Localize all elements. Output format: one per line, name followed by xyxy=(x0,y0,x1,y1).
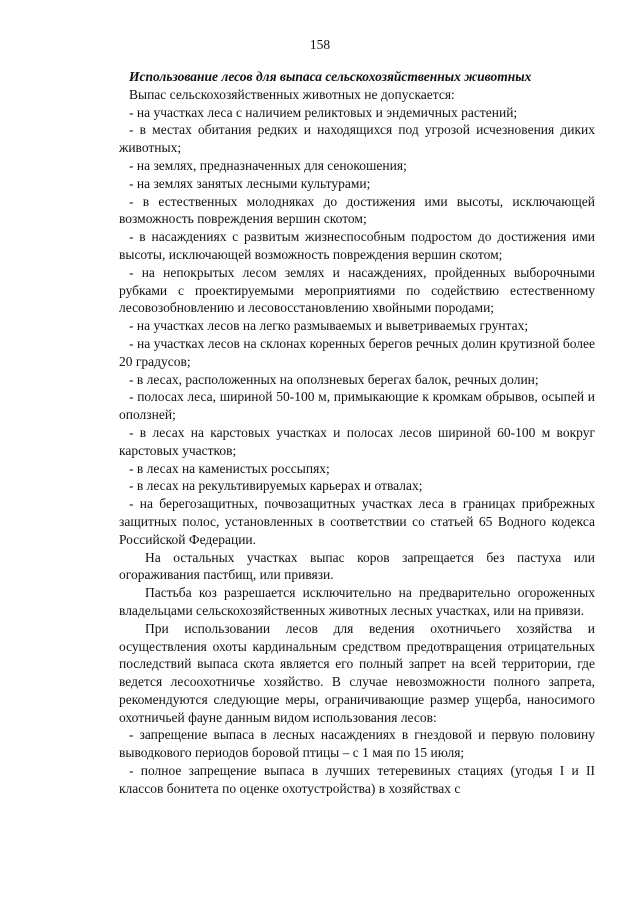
section-intro: Выпас сельскохозяйственных животных не допускается: xyxy=(129,86,455,102)
restriction-item: - на землях занятых лесными культурами; xyxy=(129,175,371,191)
restriction-item: - на землях, предназначенных для сенокошения; xyxy=(129,157,407,173)
restriction-item: - на непокрытых лесом землях и насаждениях, пройденных выборочными рубками с проектируемыми мероприятиями по содействию естественному лесовозобновлению и лесовосстановлению хвойными породами; xyxy=(119,264,595,316)
body-paragraph: Пастьба коз разрешается исключительно на предварительно огороженных владельцами сельскохозяйственных животных лесных участках, или на привязи. xyxy=(119,585,595,618)
restriction-item: - в насаждениях с развитым жизнеспособным подростом до достижения ими высоты, исключающей возможность повреждения вершин скотом; xyxy=(119,229,595,262)
body-paragraph: При использовании лесов для ведения охотничьего хозяйства и осуществления охоты кардинальным средством предотвращения отрицательных последствий выпаса скота является его полный запрет на всей территории, где ведется лесоохотничье хозяйство. В случае невозможности полного запрета, рекомендуются следующие меры, ограничивающие размер ущерба, наносимого охотничьей фауне данным видом использования лесов: xyxy=(119,620,595,725)
restriction-item: - в лесах, расположенных на оползневых берегах балок, речных долин; xyxy=(129,371,539,387)
restriction-item: - в лесах на рекультивируемых карьерах и отвалах; xyxy=(129,478,423,494)
restriction-item: - на берегозащитных, почвозащитных участках леса в границах прибрежных защитных полос, установленных в соответствии со статьей 65 Водного кодекса Российской Федерации. xyxy=(119,496,595,547)
restriction-item: - на участках леса с наличием реликтовых и эндемичных растений; xyxy=(129,104,518,120)
body-paragraph: На остальных участках выпас коров запрещается без пастуха или огораживания пастбищ, или привязи. xyxy=(119,549,595,583)
measure-item: - полное запрещение выпаса в лучших тетеревиных стациях (угодья I и II классов бонитета по оценке охотустройства) в хозяйствах с xyxy=(119,763,595,796)
restriction-item: - на участках лесов на легко размываемых и выветриваемых грунтах; xyxy=(129,318,529,334)
page-content xyxy=(119,68,595,798)
restriction-item: - в лесах на карстовых участках и полосах лесов шириной 60-100 м вокруг карстовых участков; xyxy=(119,424,595,458)
page-number: 158 xyxy=(309,37,331,52)
restriction-item: - в лесах на каменистых россыпях; xyxy=(129,460,330,476)
restriction-item: - в местах обитания редких и находящихся под угрозой исчезновения диких животных; xyxy=(119,122,595,156)
restriction-item: - в естественных молодняках до достижения ими высоты, исключающей возможность повреждения вершин скотом; xyxy=(119,193,595,227)
section-heading: Использование лесов для выпаса сельскохозяйственных животных xyxy=(129,69,532,84)
measure-item: - запрещение выпаса в лесных насаждениях в гнездовой и первую половину выводкового периодов боровой птицы – с 1 мая по 15 июля; xyxy=(119,727,595,761)
restriction-item: - полосах леса, шириной 50-100 м, примыкающие к кромкам обрывов, осыпей и оползней; xyxy=(119,389,595,423)
restriction-item: - на участках лесов на склонах коренных берегов речных долин крутизной более 20 градусов; xyxy=(119,335,595,369)
